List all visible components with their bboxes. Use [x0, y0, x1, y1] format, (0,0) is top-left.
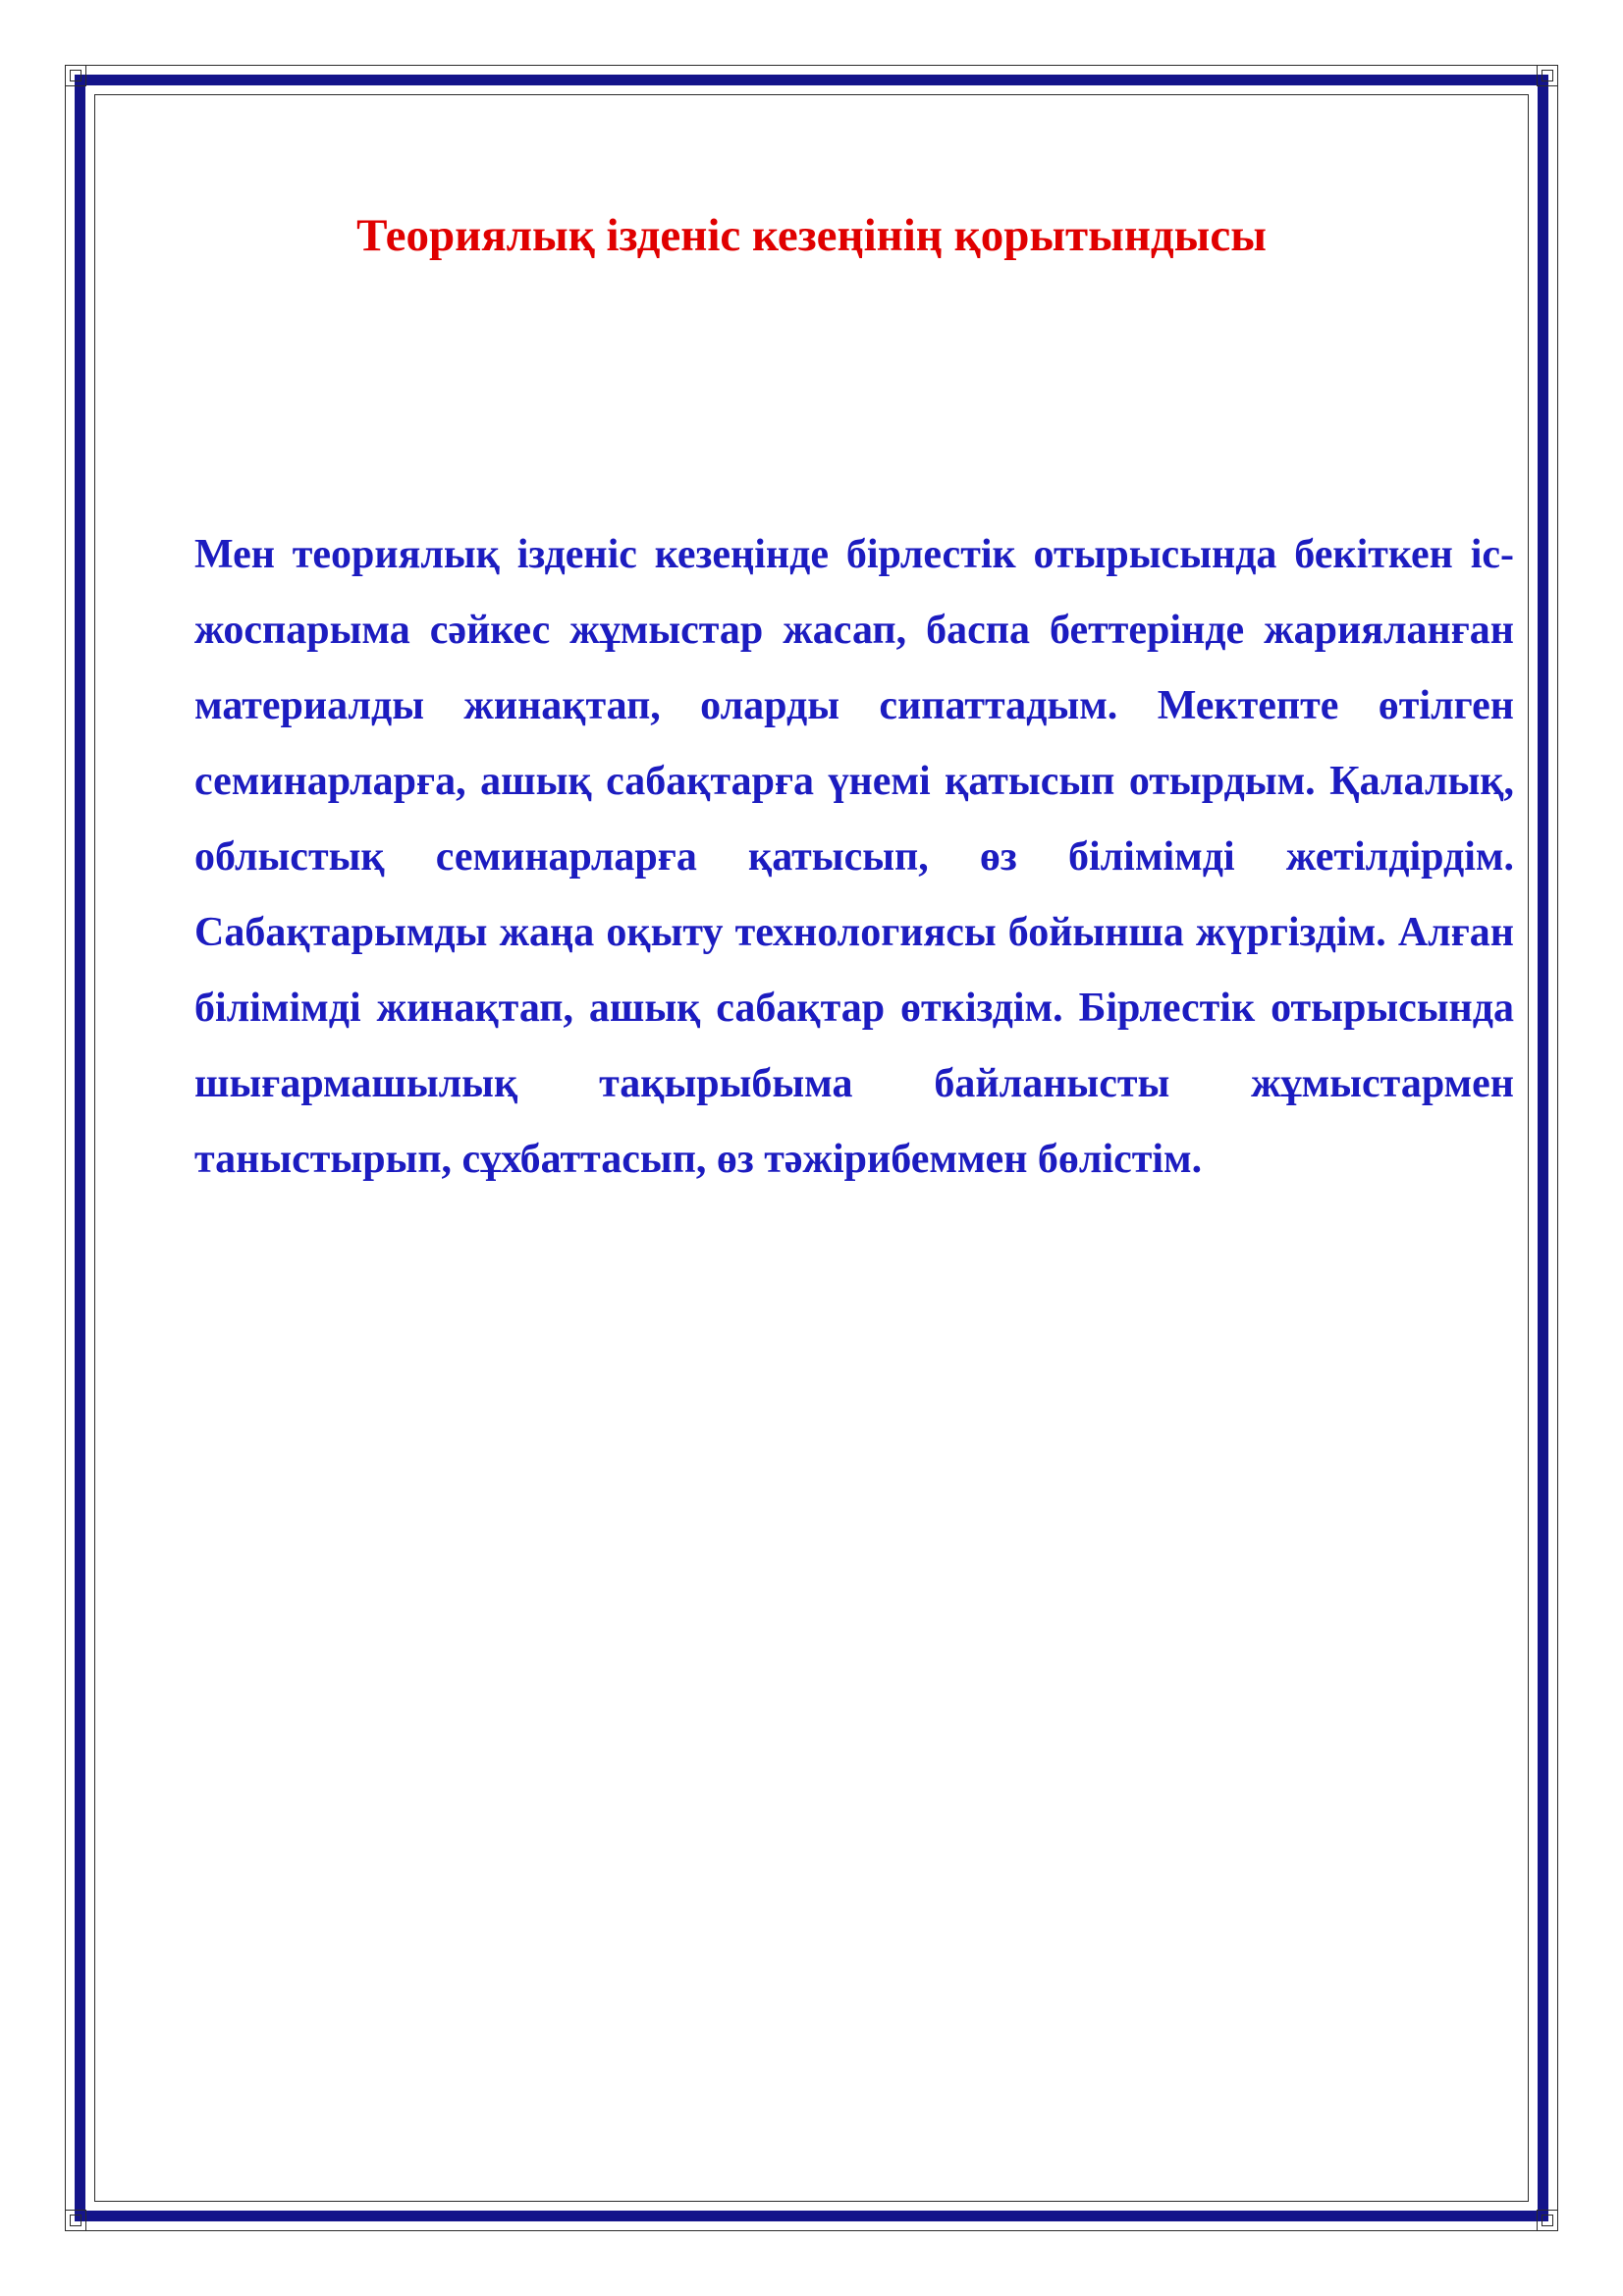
body-paragraph: Мен теориялық ізденіс кезеңінде бірлестік отырысында бекіткен іс-жоспарыма сәйкес жұмыстар жасап, баспа беттерінде жарияланған материалды жинақтап, оларды сипаттадым. Мектепте өтілген семинарларға, ашық сабақтарға үнемі қатысып отырдым. Қалалық, облыстық семинарларға қатысып, өз білімімді жетілдірдім. Сабақтарымды жаңа оқыту технологиясы бойынша жүргіздім. Алған білімімді жинақтап, ашық сабақтар өткіздім. Бірлестік отырысында шығармашылық тақырыбыма байланысты жұмыстармен таныстырып, сұхбаттасып, өз тәжірибеммен бөлістім.	[194, 532, 1514, 1182]
frame-corner-ornament-top-right	[1533, 61, 1562, 90]
document-title: Теориялық ізденіс кезеңінің қорытындысы	[356, 210, 1267, 261]
frame-corner-ornament-bottom-left	[61, 2206, 90, 2235]
frame-corner-ornament-bottom-right	[1533, 2206, 1562, 2235]
frame-corner-ornament-top-left	[61, 61, 90, 90]
